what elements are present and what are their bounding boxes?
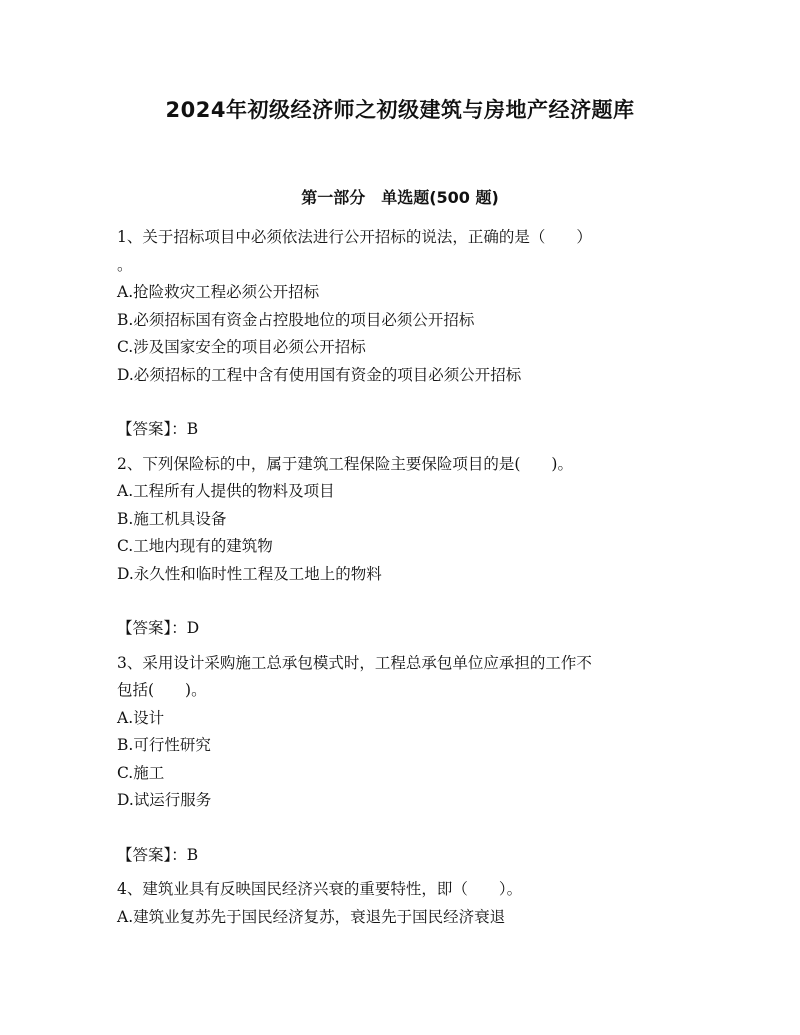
answer-option: D.试运行服务 [117, 791, 212, 809]
question-item [117, 451, 683, 643]
question-stem: 1、关于招标项目中必须依法进行公开招标的说法，正确的是（ ） [117, 228, 592, 246]
answer-option: D.必须招标的工程中含有使用国有资金的项目必须公开招标 [117, 365, 522, 384]
question-stem: 2、下列保险标的中，属于建筑工程保险主要保险项目的是( )。 [117, 454, 573, 473]
answer-option: A.建筑业复苏先于国民经济复苏，衰退先于国民经济衰退 [117, 907, 506, 926]
answer-option: B.施工机具设备 [117, 509, 227, 528]
answer-option: C.施工 [117, 763, 165, 782]
question-stem: 。 [117, 255, 133, 274]
answer-option: C.涉及国家安全的项目必须公开招标 [117, 338, 366, 356]
answer-option: B.可行性研究 [117, 736, 211, 754]
question-item [117, 650, 683, 870]
question-stem: 4、建筑业具有反映国民经济兴衰的重要特性，即（ ）。 [117, 880, 523, 898]
question-item [117, 876, 683, 931]
answer-option: A.设计 [117, 708, 165, 727]
answer-option: A.工程所有人提供的物料及项目 [117, 482, 335, 500]
answer-option: C.工地内现有的建筑物 [117, 537, 273, 555]
answer-key: 【答案】：B [117, 845, 199, 864]
answer-option: A.抢险救灾工程必须公开招标 [117, 283, 320, 301]
question-stem: 3、采用设计采购施工总承包模式时，工程总承包单位应承担的工作不 [117, 653, 592, 672]
document-title: 2024年初级经济师之初级建筑与房地产经济题库 [165, 98, 635, 122]
answer-option: B.必须招标国有资金占控股地位的项目必须公开招标 [117, 310, 475, 329]
question-list [117, 224, 683, 931]
question-item [117, 224, 683, 444]
answer-option: D.永久性和临时性工程及工地上的物料 [117, 564, 382, 583]
section-title: 第一部分 单选题(500 题) [301, 188, 499, 207]
answer-key: 【答案】：B [117, 420, 199, 438]
question-stem: 包括( )。 [117, 681, 207, 699]
answer-key: 【答案】：D [117, 619, 200, 637]
